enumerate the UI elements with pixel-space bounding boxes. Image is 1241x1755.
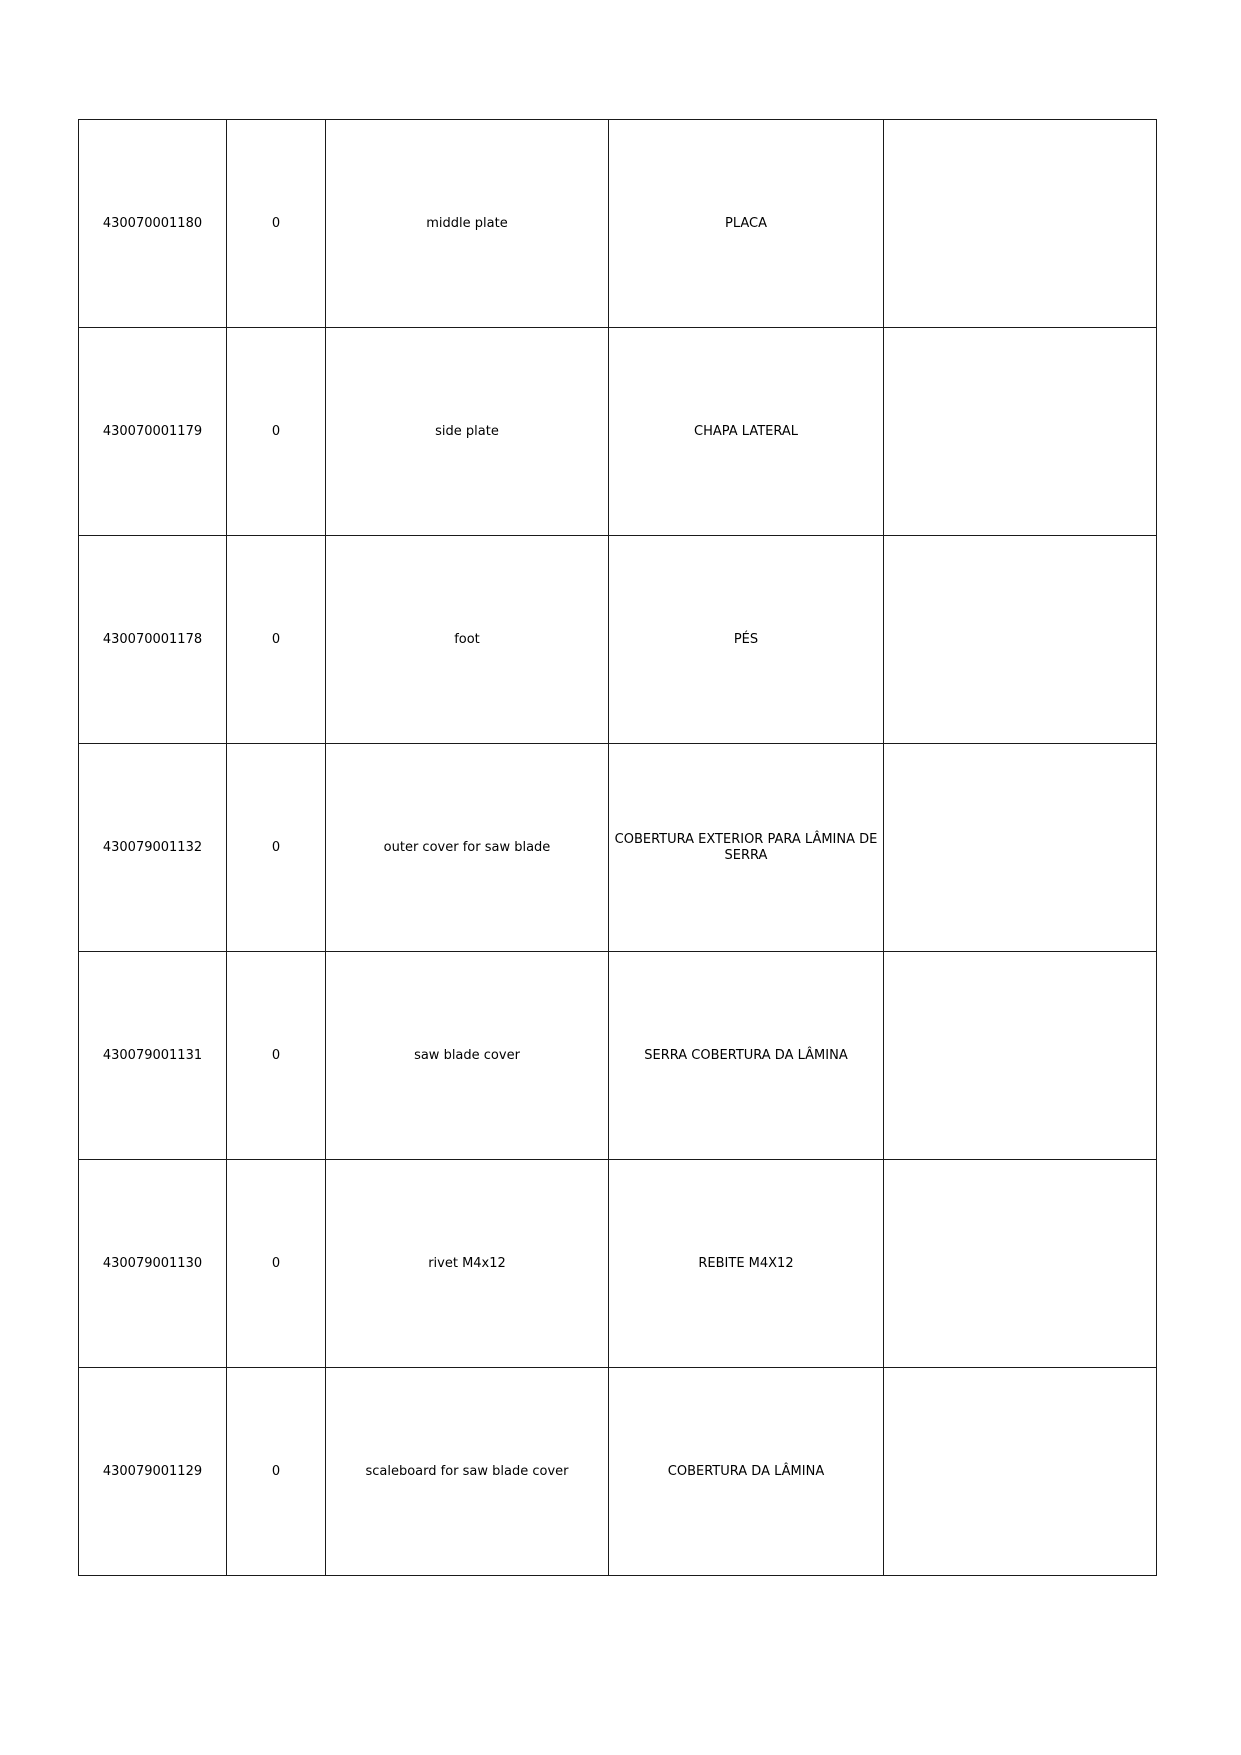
empty-cell <box>884 328 1157 536</box>
table-row <box>79 120 1157 328</box>
description-en-cell: saw blade cover <box>326 952 609 1160</box>
quantity-cell: 0 <box>227 1368 326 1576</box>
empty-cell <box>884 744 1157 952</box>
table-row <box>79 1160 1157 1368</box>
part-code-cell: 430079001131 <box>79 952 227 1160</box>
empty-cell <box>884 952 1157 1160</box>
parts-table <box>78 119 1157 1576</box>
description-pt-cell: REBITE M4X12 <box>609 1160 884 1368</box>
part-code-cell: 430079001130 <box>79 1160 227 1368</box>
empty-cell <box>884 536 1157 744</box>
quantity-cell: 0 <box>227 744 326 952</box>
description-en-cell: scaleboard for saw blade cover <box>326 1368 609 1576</box>
table-row <box>79 952 1157 1160</box>
quantity-cell: 0 <box>227 328 326 536</box>
part-code-cell: 430079001129 <box>79 1368 227 1576</box>
description-en-cell: rivet M4x12 <box>326 1160 609 1368</box>
description-pt-cell: COBERTURA EXTERIOR PARA LÂMINA DE SERRA <box>609 744 884 952</box>
part-code-cell: 430070001179 <box>79 328 227 536</box>
description-pt-cell: CHAPA LATERAL <box>609 328 884 536</box>
part-code-cell: 430070001178 <box>79 536 227 744</box>
description-en-cell: middle plate <box>326 120 609 328</box>
table-row <box>79 1368 1157 1576</box>
description-pt-cell: COBERTURA DA LÂMINA <box>609 1368 884 1576</box>
description-en-cell: side plate <box>326 328 609 536</box>
quantity-cell: 0 <box>227 536 326 744</box>
part-code-cell: 430079001132 <box>79 744 227 952</box>
description-en-cell: foot <box>326 536 609 744</box>
empty-cell <box>884 120 1157 328</box>
description-pt-cell: PÉS <box>609 536 884 744</box>
description-pt-cell: PLACA <box>609 120 884 328</box>
empty-cell <box>884 1368 1157 1576</box>
quantity-cell: 0 <box>227 120 326 328</box>
part-code-cell: 430070001180 <box>79 120 227 328</box>
table-row <box>79 744 1157 952</box>
table-row <box>79 536 1157 744</box>
quantity-cell: 0 <box>227 952 326 1160</box>
table-row <box>79 328 1157 536</box>
empty-cell <box>884 1160 1157 1368</box>
description-pt-cell: SERRA COBERTURA DA LÂMINA <box>609 952 884 1160</box>
quantity-cell: 0 <box>227 1160 326 1368</box>
description-en-cell: outer cover for saw blade <box>326 744 609 952</box>
